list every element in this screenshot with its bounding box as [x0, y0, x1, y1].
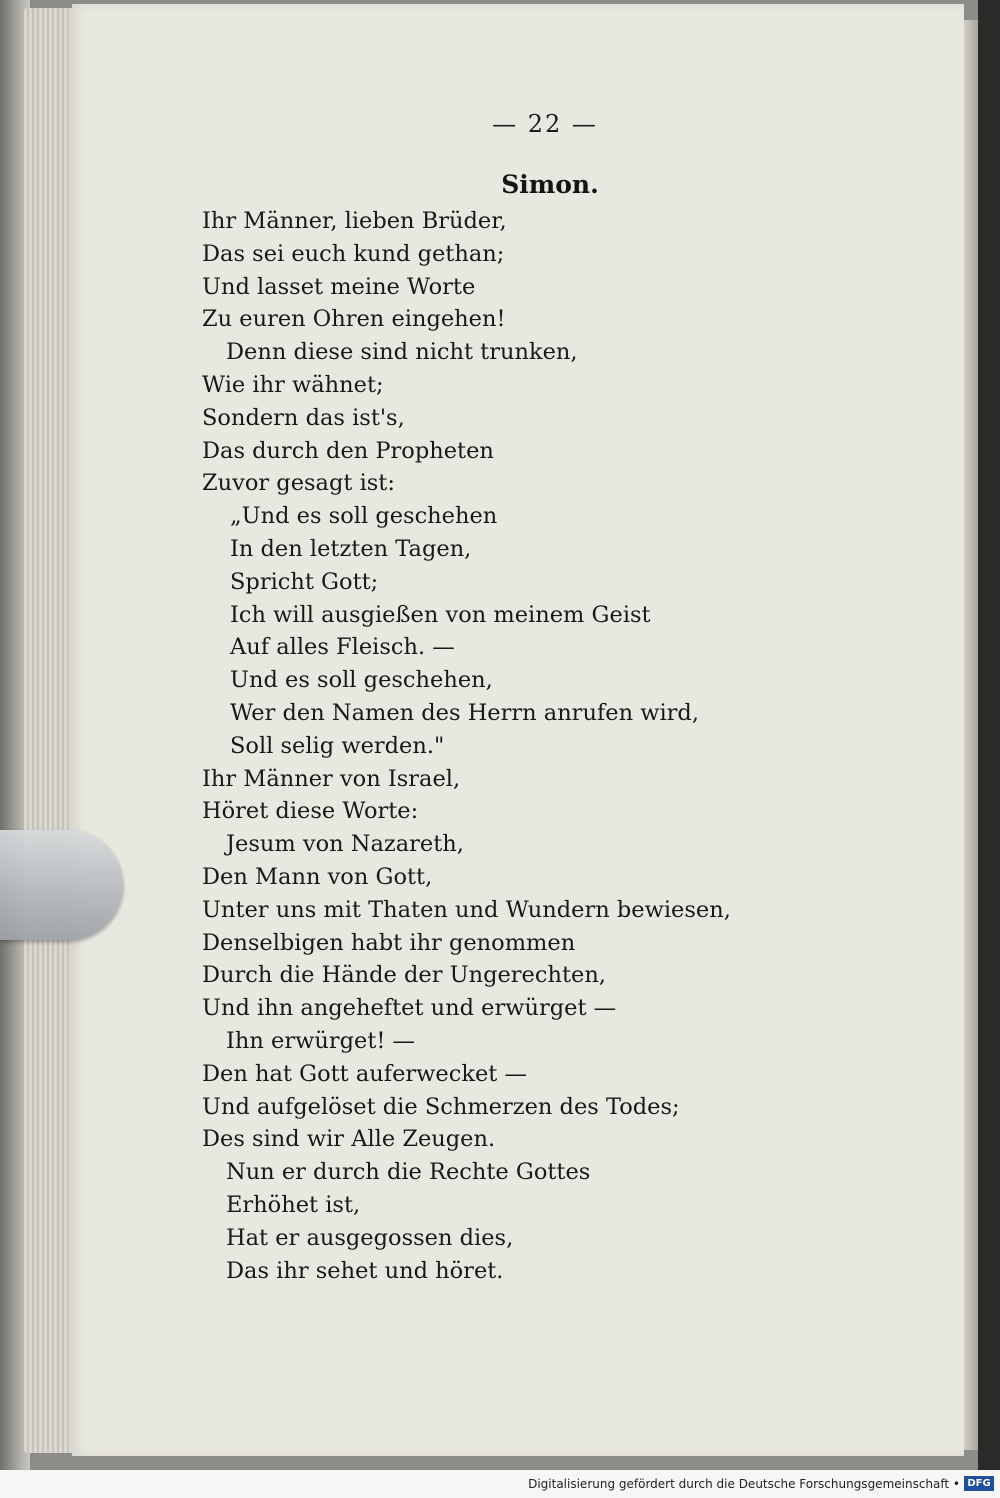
- poem-line: Das sei euch kund gethan;: [202, 240, 505, 267]
- poem-line: Durch die Hände der Ungerechten,: [202, 962, 606, 989]
- poem-line: Und ihn angeheftet und erwürget —: [202, 995, 617, 1022]
- poem-line: Zu euren Ohren eingehen!: [202, 306, 506, 333]
- book-clip: [0, 830, 122, 940]
- poem-line: Zuvor gesagt ist:: [202, 470, 395, 497]
- poem-line: Ihn erwürget! —: [226, 1027, 416, 1054]
- poem-line: Ich will ausgießen von meinem Geist: [230, 601, 651, 628]
- poem-line: Des sind wir Alle Zeugen.: [202, 1126, 496, 1153]
- poem-line: Und es soll geschehen,: [230, 667, 493, 694]
- poem-line: Ihr Männer, lieben Brüder,: [202, 208, 507, 234]
- dfg-logo: DFG: [964, 1476, 994, 1491]
- poem-line: Wie ihr wähnet;: [202, 371, 384, 398]
- poem-line: Soll selig werden.": [230, 732, 445, 759]
- poem-line: Den Mann von Gott,: [202, 863, 433, 890]
- footer-credit: Digitalisierung gefördert durch die Deutsche Forschungsgemeinschaft •: [528, 1477, 960, 1491]
- poem-line: Höret diese Worte:: [202, 798, 419, 825]
- poem-line: Auf alles Fleisch. —: [230, 634, 455, 661]
- poem-line: Wer den Namen des Herrn anrufen wird,: [230, 699, 699, 726]
- poem-line: Sondern das ist's,: [202, 404, 405, 431]
- scanner-background: [978, 0, 1000, 1470]
- poem-line: Unter uns mit Thaten und Wundern bewiesen,: [202, 896, 731, 923]
- poem-line: In den letzten Tagen,: [230, 535, 472, 562]
- digitization-footer: [0, 1470, 1000, 1498]
- poem-line: Denn diese sind nicht trunken,: [226, 339, 578, 366]
- poem-line: Ihr Männer von Israel,: [202, 765, 461, 792]
- poem-line: Und aufgelöset die Schmerzen des Todes;: [202, 1093, 680, 1120]
- poem-line: Und lasset meine Worte: [202, 273, 476, 300]
- poem-text: [202, 205, 731, 1287]
- poem-line: Nun er durch die Rechte Gottes: [226, 1159, 591, 1186]
- poem-line: Den hat Gott auferwecket —: [202, 1060, 527, 1087]
- poem-line: Erhöhet ist,: [226, 1191, 361, 1218]
- poem-line: „Und es soll geschehen: [230, 503, 498, 530]
- poem-line: Spricht Gott;: [230, 568, 379, 595]
- poem-line: Jesum von Nazareth,: [226, 831, 464, 858]
- poem-line: Hat er ausgegossen dies,: [226, 1224, 514, 1251]
- page-right-edge: [964, 20, 978, 1450]
- poem-line: Das ihr sehet und höret.: [226, 1257, 504, 1284]
- poem-title: Simon.: [501, 170, 599, 199]
- page-number: — 22 —: [492, 110, 598, 138]
- poem-line: Denselbigen habt ihr genommen: [202, 929, 576, 956]
- poem-line: Das durch den Propheten: [202, 437, 494, 464]
